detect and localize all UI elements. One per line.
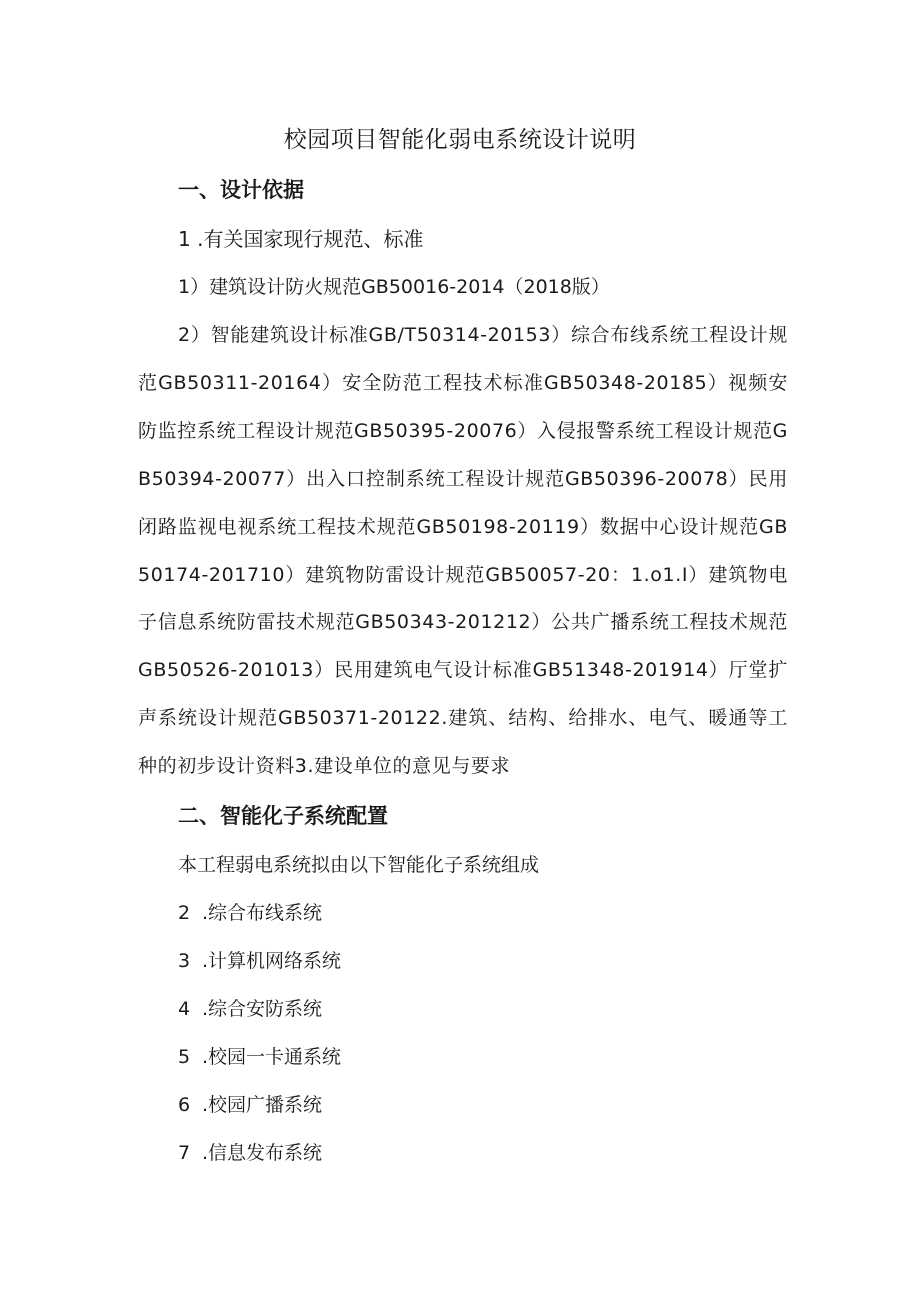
standard-item-fire-code: 1）建筑设计防火规范GB50016-2014（2018版） bbox=[178, 276, 610, 298]
subsystem-number: 4 bbox=[178, 998, 191, 1020]
subsystem-item bbox=[178, 947, 341, 975]
subsystem-label: .综合安防系统 bbox=[202, 998, 323, 1020]
subsystem-item bbox=[178, 1139, 322, 1167]
standards-paragraph: 2）智能建筑设计标准GB/T50314-20153）综合布线系统工程设计规范GB50311-20164）安全防范工程技术标准GB50348-20185）视频安防监控系统工程设计规范GB50395-20076）入侵报警系统工程设计规范GB50394-20077）出入口控制系统工程设计规范GB50396-20078）民用闭路监视电视系统工程技术规范GB50198-20119）数据中心设计规范GB50174-201710）建筑物防雷设计规范GB50057-20：1.o1.I）建筑物电子信息系统防雷技术规范GB50343-201212）公共广播系统工程技术规范GB50526-201013）民用建筑电气设计标准GB51348-201914）厅堂扩声系统设计规范GB50371-20122.建筑、结构、给排水、电气、暖通等工种的初步设计资料3.建设单位的意见与要求 bbox=[138, 324, 788, 778]
section-heading-subsystems: 二、智能化子系统配置 bbox=[178, 804, 388, 828]
subsystem-label: .校园一卡通系统 bbox=[202, 1046, 342, 1068]
subsystem-number: 7 bbox=[178, 1142, 191, 1164]
subsystem-label: .综合布线系统 bbox=[202, 902, 323, 924]
subsystem-number: 5 bbox=[178, 1046, 191, 1068]
subsystem-item bbox=[178, 995, 322, 1023]
document-title: 校园项目智能化弱电系统设计说明 bbox=[283, 127, 637, 153]
subsystem-number: 6 bbox=[178, 1094, 191, 1116]
section-heading-design-basis: 一、设计依据 bbox=[178, 178, 304, 202]
subsystem-item bbox=[178, 1043, 341, 1071]
subsystem-label: .计算机网络系统 bbox=[202, 950, 342, 972]
subheading-national-standards: 1 .有关国家现行规范、标准 bbox=[178, 227, 424, 251]
subsystem-number: 2 bbox=[178, 902, 191, 924]
subsystem-item bbox=[178, 899, 322, 927]
subsystem-label: .信息发布系统 bbox=[202, 1142, 323, 1164]
subsystem-label: .校园广播系统 bbox=[202, 1094, 323, 1116]
subsystems-intro: 本工程弱电系统拟由以下智能化子系统组成 bbox=[178, 854, 540, 876]
subsystem-item bbox=[178, 1091, 322, 1119]
subsystem-number: 3 bbox=[178, 950, 191, 972]
